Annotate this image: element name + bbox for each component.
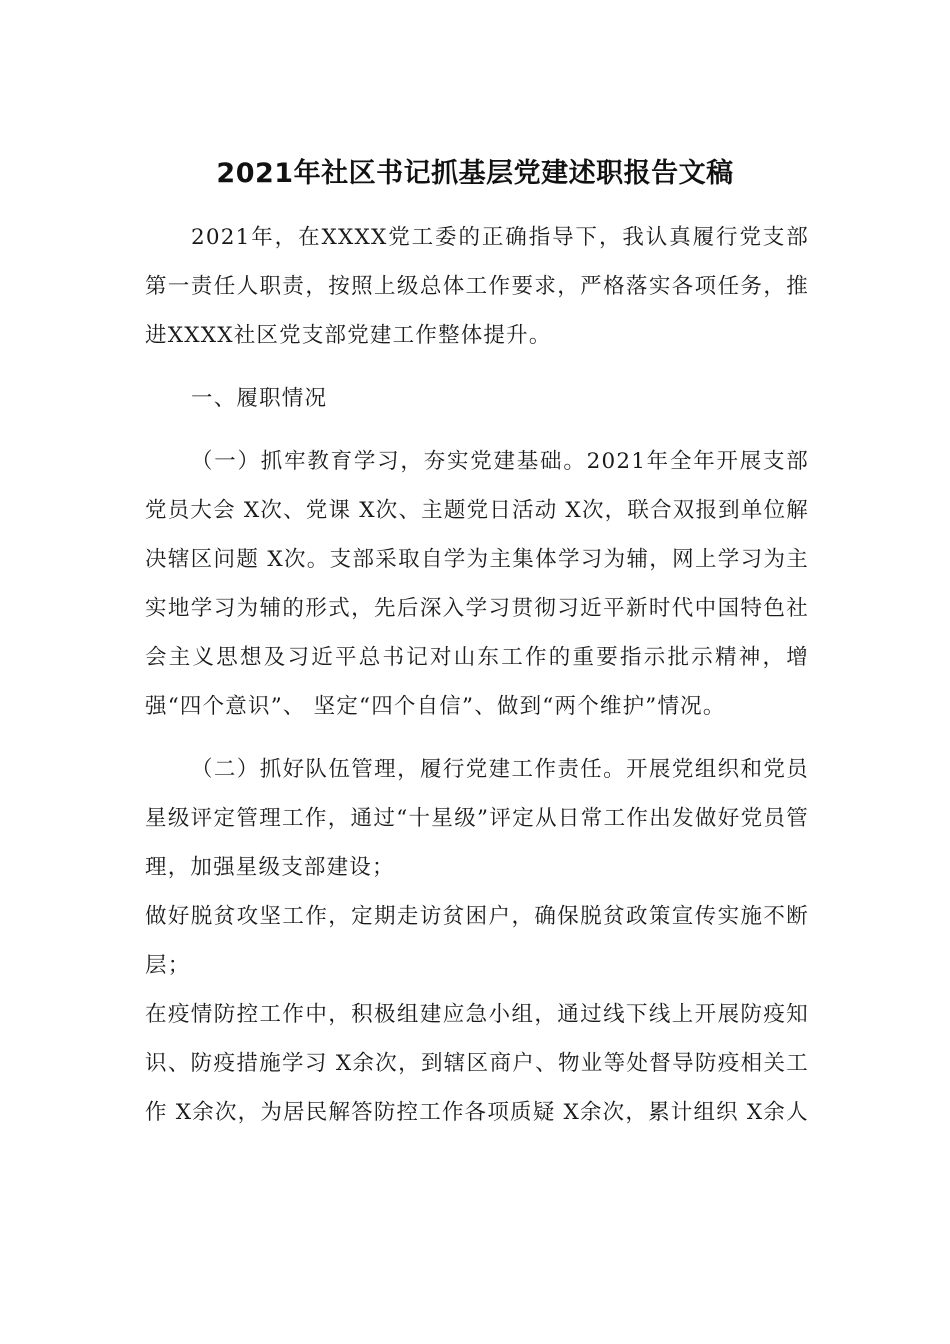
paragraph-epidemic-prevention: 在疫情防控工作中，积极组建应急小组，通过线下线上开展防疫知识、防疫措施学习 X余次，到辖区商户、物业等处督导防疫相关工作 X余次，为居民解答防控工作各项质疑 X余次，累计组织 X余人 <box>145 1002 809 1125</box>
paragraph-poverty-alleviation: 做好脱贫攻坚工作，定期走访贫困户，确保脱贫政策宣传实施不断层； <box>145 904 809 978</box>
document-body <box>145 213 809 1137</box>
paragraph-team-management: （二）抓好队伍管理，履行党建工作责任。开展党组织和党员星级评定管理工作，通过“十星级”评定从日常工作出发做好党员管理，加强星级支部建设； <box>145 757 809 880</box>
paragraph-education-study: （一）抓牢教育学习，夯实党建基础。2021年全年开展支部党员大会 X次、党课 X次、主题党日活动 X次，联合双报到单位解决辖区问题 X次。支部采取自学为主集体学习为辅，网上学习为主实地学习为辅的形式，先后深入学习贯彻习近平新时代中国特色社会主义思想及习近平总书记对山东工作的重要指示批示精神，增强“四个意识”、 坚定“四个自信”、做到“两个维护”情况。 <box>145 449 809 719</box>
section-heading-performance: 一、履职情况 <box>191 386 328 411</box>
document-title: 2021年社区书记抓基层党建述职报告文稿 <box>216 158 734 189</box>
paragraph-intro: 2021年，在XXXX党工委的正确指导下，我认真履行党支部第一责任人职责，按照上级总体工作要求，严格落实各项任务，推进XXXX社区党支部党建工作整体提升。 <box>145 225 809 348</box>
